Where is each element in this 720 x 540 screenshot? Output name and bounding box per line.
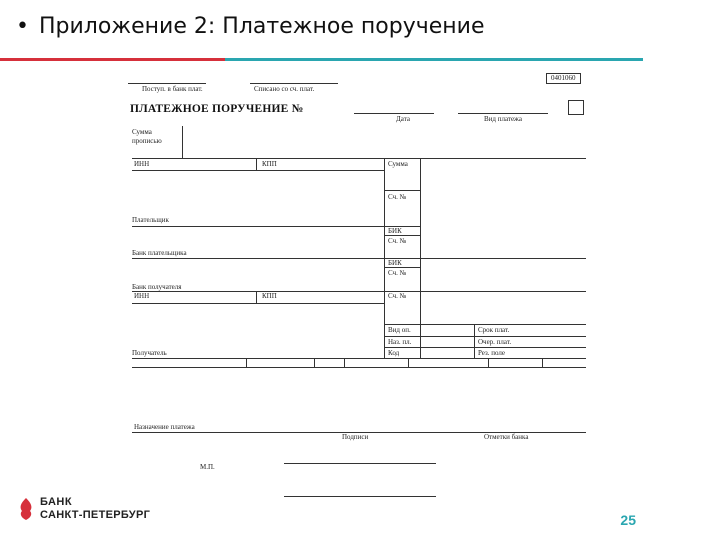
tax-field-6: [542, 358, 543, 367]
recipient-kpp-label: КПП: [262, 292, 277, 300]
payer-bank-label: Банк плательщика: [132, 249, 187, 257]
page-number: 25: [620, 512, 636, 528]
slide-title: [16, 14, 484, 39]
purpose-code-label: Наз. пл.: [388, 338, 412, 346]
bank-logo-line2: САНКТ-ПЕТЕРБУРГ: [40, 509, 151, 521]
tax-field-3: [344, 358, 345, 367]
form-code: 0401060: [546, 73, 581, 84]
tax-field-2: [314, 358, 315, 367]
tax-field-1: [246, 358, 247, 367]
reserve-field-label: Рез. поле: [478, 349, 506, 357]
payer-line: [132, 226, 420, 227]
payer-inn-line: [132, 170, 384, 171]
purpose-code-line: [384, 336, 586, 337]
stamp-label: М.П.: [200, 463, 215, 471]
payer-account-label: Сч. №: [388, 193, 407, 201]
recipient-bank-label: Банк получателя: [132, 283, 182, 291]
payment-type-line: [458, 113, 548, 114]
recipient-bik-line: [384, 267, 420, 268]
recipient-bank-line: [132, 291, 586, 292]
payer-bank-account-label: Сч. №: [388, 237, 407, 245]
op-type-label: Вид оп.: [388, 326, 411, 334]
amount-label: Сумма: [388, 160, 408, 168]
payer-inn-label: ИНН: [134, 160, 150, 168]
payment-type-label: Вид платежа: [484, 115, 523, 123]
recipient-label: Получатель: [132, 349, 167, 357]
subgrid-mid-vertical: [474, 324, 475, 358]
recipient-bik-label: БИК: [388, 259, 402, 267]
amount-words-label: Сумма: [132, 128, 152, 136]
received-label: Поступ. в банк плат.: [142, 85, 203, 93]
code-label: Код: [388, 349, 400, 357]
payer-label: Плательщик: [132, 216, 169, 224]
title-text: Приложение 2: Платежное поручение: [38, 14, 485, 39]
title-rule-red: [0, 58, 225, 61]
date-line: [354, 113, 434, 114]
debited-label: Списано со сч. плат.: [254, 85, 315, 93]
op-type-line: [384, 324, 586, 325]
amount-words-divider: [182, 126, 183, 158]
recipient-inn-divider: [256, 291, 257, 303]
payer-bik-line: [384, 235, 420, 236]
title-rule-teal: [225, 58, 643, 61]
payer-bik-label: БИК: [388, 227, 402, 235]
bank-logo-mark: [18, 498, 34, 520]
payer-inn-divider: [256, 158, 257, 170]
payment-order-label: Очер. плат.: [478, 338, 512, 346]
form-title: ПЛАТЕЖНОЕ ПОРУЧЕНИЕ №: [130, 103, 304, 115]
payment-purpose-label: Назначение платежа: [134, 423, 195, 431]
recipient-line: [132, 358, 586, 359]
tax-fields-line: [132, 367, 586, 368]
payment-order-form: [118, 66, 598, 506]
debited-line: [250, 83, 338, 84]
recipient-bank-account-label: Сч. №: [388, 269, 407, 277]
recipient-account-label: Сч. №: [388, 292, 407, 300]
amount-words-label-2: прописью: [132, 137, 162, 145]
signature-line-2: [284, 496, 436, 497]
due-date-label: Срок плат.: [478, 326, 510, 334]
title-bullet: •: [16, 14, 29, 39]
payer-kpp-label: КПП: [262, 160, 277, 168]
date-label: Дата: [396, 115, 410, 123]
recipient-inn-line: [132, 303, 384, 304]
tax-field-4: [408, 358, 409, 367]
tax-field-5: [488, 358, 489, 367]
bank-marks-label: Отметки банка: [484, 433, 529, 441]
payer-bank-line: [132, 258, 586, 259]
code-line: [384, 347, 586, 348]
amount-box-line: [384, 190, 420, 191]
received-line: [128, 83, 206, 84]
signatures-label: Подписи: [342, 433, 369, 441]
form-checkbox[interactable]: [568, 100, 584, 115]
signature-line-1: [284, 463, 436, 464]
recipient-inn-label: ИНН: [134, 292, 150, 300]
amount-words-line: [132, 158, 586, 159]
bank-logo-line1: БАНК: [40, 496, 73, 508]
